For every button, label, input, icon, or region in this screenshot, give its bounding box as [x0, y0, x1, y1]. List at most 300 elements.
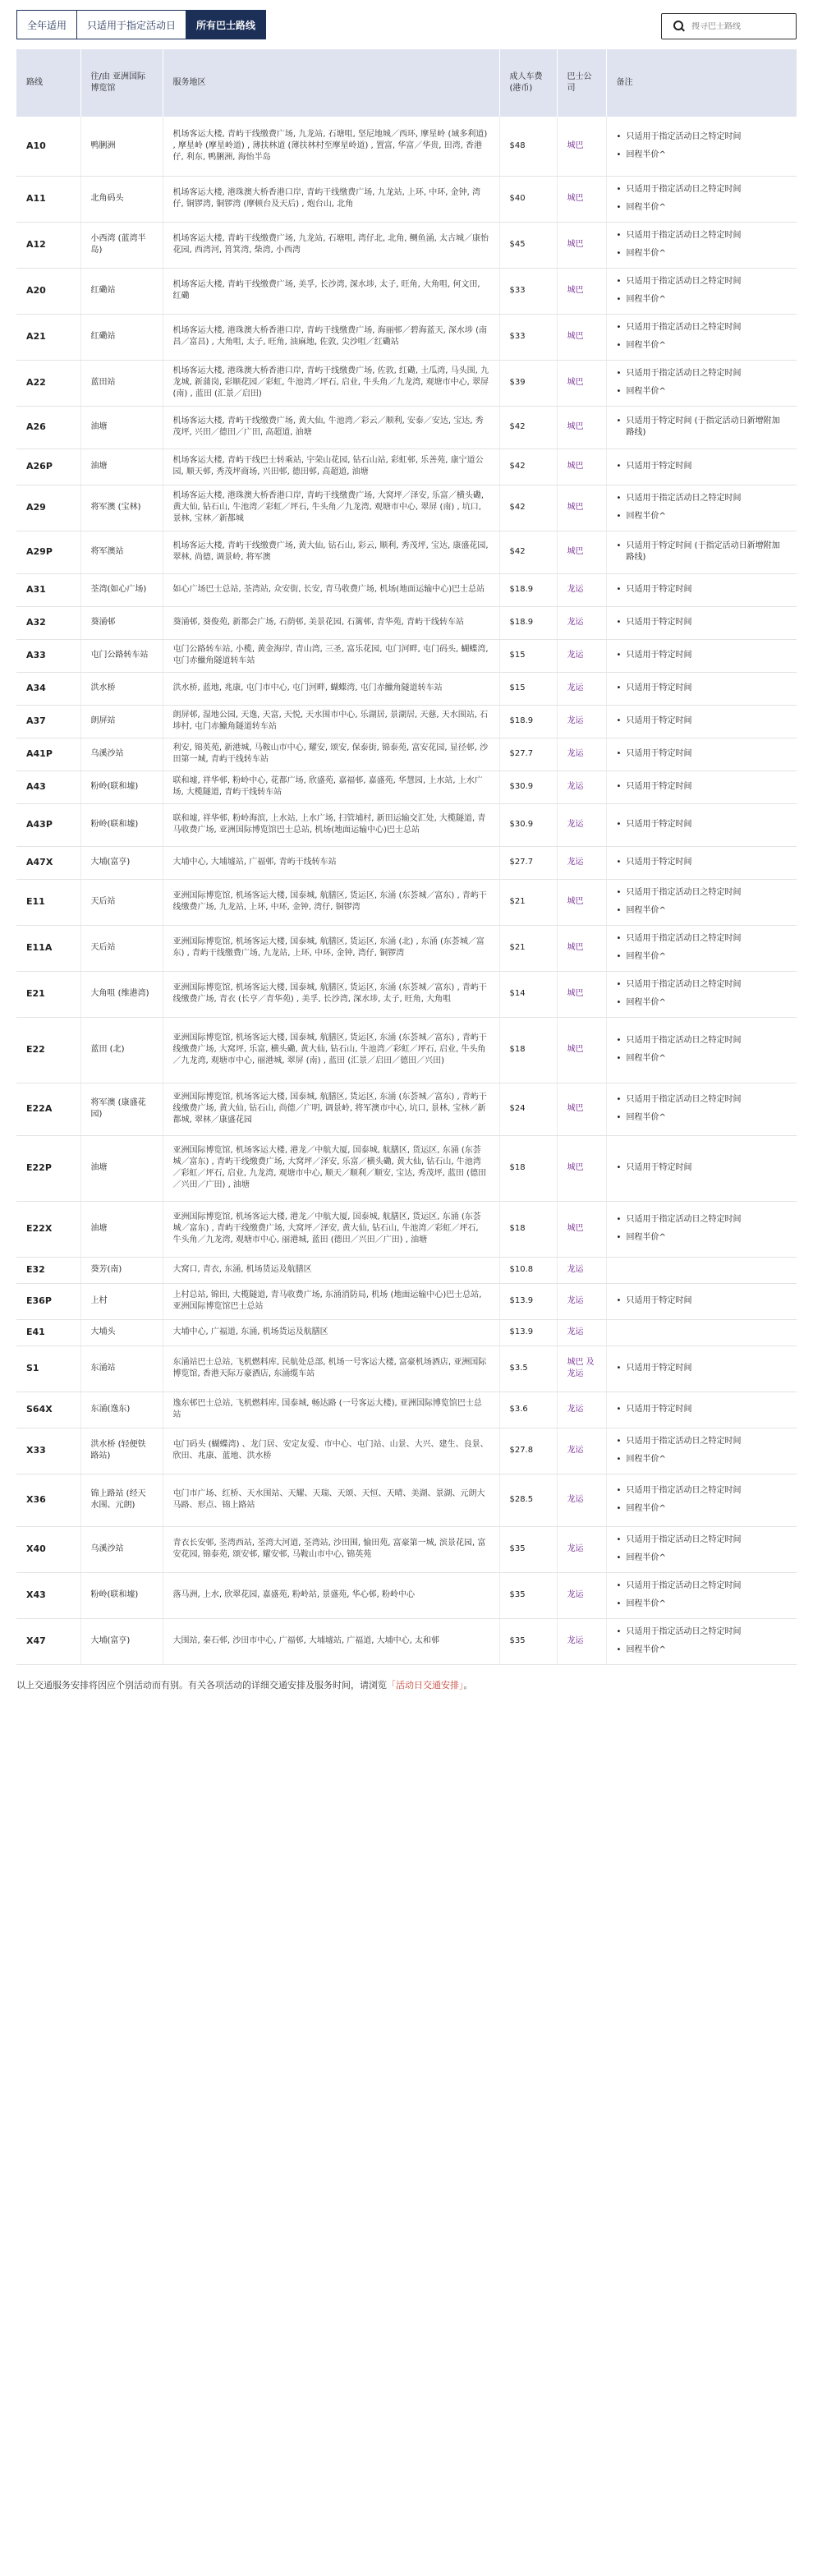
table-row: [16, 770, 797, 803]
remark-item: • 只适用于特定时间: [617, 781, 788, 793]
table-row: [16, 222, 797, 268]
operator: 城巴: [557, 406, 606, 448]
operator: 城巴: [557, 222, 606, 268]
remarks: [606, 1618, 797, 1664]
fare: $10.8: [499, 1257, 557, 1283]
table-row: [16, 1618, 797, 1664]
service-area: 屯门码头 (蝴蝶湾) 、龙门居、安定友爱、市中心、屯门站、山景、大兴、建生、良景、欣田、兆康、蓝地、洪水桥: [163, 1428, 499, 1474]
terminus: 大角咀 (维港湾): [80, 971, 163, 1017]
remarks-list: [617, 819, 788, 830]
remarks-list: [617, 933, 788, 963]
operator: 城巴: [557, 531, 606, 573]
remarks-list: [617, 715, 788, 727]
fare: $30.9: [499, 803, 557, 846]
top-bar: [0, 0, 813, 49]
terminus: 东涌(逸东): [80, 1392, 163, 1428]
remark-item: • 回程半价^: [617, 905, 788, 917]
table-row: [16, 639, 797, 672]
remarks: [606, 448, 797, 485]
operator: 城巴: [557, 971, 606, 1017]
operator: 龙运: [557, 573, 606, 606]
remark-item: • 只适用于特定时间: [617, 1363, 788, 1374]
operator: 龙运: [557, 639, 606, 672]
operator: 城巴: [557, 1201, 606, 1257]
remarks-list: [617, 1485, 788, 1515]
route-number: A31: [16, 573, 80, 606]
remark-item: • 只适用于特定时间: [617, 819, 788, 830]
fare: $13.9: [499, 1319, 557, 1346]
route-number: A43: [16, 770, 80, 803]
remark-item: • 只适用于指定活动日之特定时间: [617, 1626, 788, 1638]
routes-table: [16, 49, 797, 1665]
table-row: [16, 1017, 797, 1083]
remark-item: • 只适用于指定活动日之特定时间: [617, 1580, 788, 1592]
remarks: [606, 738, 797, 770]
remark-item: • 只适用于指定活动日之特定时间: [617, 887, 788, 899]
fare: $27.8: [499, 1428, 557, 1474]
remark-item: • 只适用于指定活动日之特定时间: [617, 1485, 788, 1497]
remarks-list: [617, 368, 788, 398]
remark-item: • 只适用于特定时间: [617, 715, 788, 727]
terminus: 朗屏站: [80, 705, 163, 738]
service-area: 机场客运大楼, 港珠澳大桥香港口岸, 青屿干线缴费广场, 海丽邨／碧海蓝天, 深水埗 (南昌／富昌) , 大角咀, 太子, 旺角, 油麻地, 佐敦, 尖沙咀／红磡站: [163, 314, 499, 360]
route-number: A20: [16, 268, 80, 314]
terminus: 将军澳 (宝林): [80, 485, 163, 531]
remarks: [606, 1526, 797, 1572]
remarks: [606, 1572, 797, 1618]
route-number: X33: [16, 1428, 80, 1474]
route-number: E41: [16, 1319, 80, 1346]
fare: $35: [499, 1572, 557, 1618]
remark-item: • 回程半价^: [617, 294, 788, 306]
terminus: 屯门公路转车站: [80, 639, 163, 672]
remark-item: • 回程半价^: [617, 1552, 788, 1564]
terminus: 蓝田站: [80, 360, 163, 406]
service-area: 机场客运大楼, 青屿干线缴费广场, 黄大仙, 牛池湾／彩云／顺利, 安泰／安达, 宝达, 秀茂坪, 兴田／德田／广田, 高超道, 油塘: [163, 406, 499, 448]
remark-item: • 回程半价^: [617, 150, 788, 161]
fare: $18: [499, 1135, 557, 1201]
remarks: [606, 803, 797, 846]
remarks: [606, 606, 797, 639]
terminus: 将军澳站: [80, 531, 163, 573]
remark-item: • 回程半价^: [617, 340, 788, 352]
remark-item: • 只适用于指定活动日之特定时间: [617, 276, 788, 288]
remark-item: • 回程半价^: [617, 1598, 788, 1610]
table-row: [16, 1257, 797, 1283]
remarks: [606, 770, 797, 803]
service-area: 大围站, 秦石邨, 沙田市中心, 广福邨, 大埔墟站, 广福道, 大埔中心, 太和邨: [163, 1618, 499, 1664]
service-area: 亚洲国际博览馆, 机场客运大楼, 国泰城, 航膳区, 货运区, 东涌 (东荟城／富东) , 青屿干线缴费广场, 黄大仙, 钻石山, 尚德／广明, 调景岭, 将军澳市中心, 坑口, 景林, 宝林／新都城, 翠林／康盛花园: [163, 1083, 499, 1135]
route-number: E11A: [16, 925, 80, 971]
operator: 龙运: [557, 1572, 606, 1618]
fare: $18.9: [499, 705, 557, 738]
remark-item: • 只适用于指定活动日之特定时间: [617, 1035, 788, 1046]
operator: 城巴: [557, 1017, 606, 1083]
route-number: E22A: [16, 1083, 80, 1135]
terminus: 乌溪沙站: [80, 1526, 163, 1572]
service-area: 亚洲国际博览馆, 机场客运大楼, 国泰城, 航膳区, 货运区, 东涌 (东荟城／富东) , 青屿干线缴费广场, 青衣 (长亨／青华苑) , 美孚, 长沙湾, 深水埗, 太子, 旺角, 大角咀: [163, 971, 499, 1017]
operator: 城巴: [557, 485, 606, 531]
operator: 龙运: [557, 803, 606, 846]
operator: 龙运: [557, 1428, 606, 1474]
remarks-list: [617, 322, 788, 352]
table-row: [16, 925, 797, 971]
terminus: 将军澳 (康盛花园): [80, 1083, 163, 1135]
remarks-list: [617, 781, 788, 793]
table-row: [16, 406, 797, 448]
remarks-list: [617, 184, 788, 214]
remark-item: • 只适用于特定时间: [617, 1404, 788, 1415]
service-area: 机场客运大楼, 青屿干线缴费广场, 美孚, 长沙湾, 深水埗, 太子, 旺角, 大角咀, 何文田, 红磡: [163, 268, 499, 314]
fare: $15: [499, 672, 557, 705]
terminus: 上村: [80, 1283, 163, 1319]
remark-item: • 只适用于特定时间: [617, 1295, 788, 1307]
operator: 龙运: [557, 606, 606, 639]
remark-item: • 只适用于指定活动日之特定时间: [617, 230, 788, 242]
terminus: 油塘: [80, 1135, 163, 1201]
terminus: 粉岭(联和墟): [80, 770, 163, 803]
operator: 城巴: [557, 448, 606, 485]
remarks-list: [617, 1626, 788, 1656]
remarks: [606, 1474, 797, 1526]
terminus: 粉岭(联和墟): [80, 1572, 163, 1618]
tab-all-routes[interactable]: 所有巴士路线: [186, 10, 266, 39]
service-area: 大埔中心, 大埔墟站, 广福邨, 青屿干线转车站: [163, 846, 499, 879]
remark-item: • 回程半价^: [617, 511, 788, 522]
fare: $28.5: [499, 1474, 557, 1526]
fare: $35: [499, 1526, 557, 1572]
remarks-list: [617, 461, 788, 472]
remarks-list: [617, 131, 788, 161]
remarks: [606, 1135, 797, 1201]
route-number: A10: [16, 117, 80, 176]
operator: 龙运: [557, 770, 606, 803]
remarks: [606, 1257, 797, 1283]
route-number: A12: [16, 222, 80, 268]
footnote-text: 以上交通服务安排将因应个别活动而有别。有关各项活动的详细交通安排及服务时间，请浏览: [16, 1679, 387, 1690]
remarks: [606, 1319, 797, 1346]
operator: 城巴: [557, 176, 606, 222]
remarks-list: [617, 1295, 788, 1307]
operator: 城巴: [557, 117, 606, 176]
table-row: [16, 573, 797, 606]
table-row: [16, 672, 797, 705]
terminus: 锦上路站 (经天水围、元朗): [80, 1474, 163, 1526]
remark-item: • 回程半价^: [617, 202, 788, 214]
remarks-list: [617, 1162, 788, 1174]
service-area: 东涌站巴士总站, 飞机燃料库, 民航处总部, 机场一号客运大楼, 富豪机场酒店, 亚洲国际博览馆, 香港天际万豪酒店, 东涌缆车站: [163, 1346, 499, 1392]
service-area: 屯门公路转车站, 小榄, 黄金海岸, 青山湾, 三圣, 富乐花园, 屯门河畔, 屯门码头, 蝴蝶湾, 屯门赤鱲角隧道转车站: [163, 639, 499, 672]
remark-item: • 只适用于指定活动日之特定时间: [617, 1094, 788, 1106]
route-number: E21: [16, 971, 80, 1017]
header-fare: 成人车费 (港币): [499, 49, 557, 117]
operator: 龙运: [557, 1283, 606, 1319]
terminus: 油塘: [80, 1201, 163, 1257]
remark-item: • 回程半价^: [617, 1232, 788, 1244]
header-service-area: 服务地区: [163, 49, 499, 117]
fare: $18: [499, 1017, 557, 1083]
table-row: [16, 1201, 797, 1257]
fare: $42: [499, 448, 557, 485]
route-number: A32: [16, 606, 80, 639]
remarks: [606, 314, 797, 360]
remarks: [606, 117, 797, 176]
remarks: [606, 573, 797, 606]
remarks: [606, 925, 797, 971]
route-number: X36: [16, 1474, 80, 1526]
service-area: 屯门市广场、红桥、天水围站、天耀、天瑞、天颂、天恒、天晴、美湖、景湖、元朗大马路、形点、锦上路站: [163, 1474, 499, 1526]
remark-item: • 只适用于特定时间: [617, 617, 788, 628]
fare: $30.9: [499, 770, 557, 803]
footnote-end: 。: [463, 1679, 473, 1690]
remarks-list: [617, 493, 788, 522]
route-number: A47X: [16, 846, 80, 879]
service-area: 亚洲国际博览馆, 机场客运大楼, 国泰城, 航膳区, 货运区, 东涌 (东荟城／富东) , 青屿干线缴费广场, 大窝坪, 乐富, 横头磡, 黄大仙, 钻石山, 牛池湾／彩虹／坪石, 启业, 牛头角／九龙湾, 观塘市中心, 丽港城, 翠屏 (南) , 蓝田 (汇景／启田／德田／兴田): [163, 1017, 499, 1083]
table-row: [16, 1283, 797, 1319]
search-input[interactable]: [691, 22, 790, 31]
table-row: [16, 1474, 797, 1526]
route-number: A26: [16, 406, 80, 448]
terminus: 红磡站: [80, 314, 163, 360]
remarks: [606, 222, 797, 268]
terminus: 大埔头: [80, 1319, 163, 1346]
remarks-list: [617, 1436, 788, 1465]
fare: $3.5: [499, 1346, 557, 1392]
table-row: [16, 1428, 797, 1474]
remarks-list: [617, 1580, 788, 1610]
table-row: [16, 1392, 797, 1428]
remark-item: • 只适用于特定时间: [617, 584, 788, 596]
terminus: 大埔(富亨): [80, 1618, 163, 1664]
remark-item: • 只适用于指定活动日之特定时间: [617, 184, 788, 196]
operator: 龙运: [557, 1319, 606, 1346]
service-area: 葵涌邨, 葵俊苑, 新都会广场, 石荫邨, 美景花园, 石篱邨, 青华苑, 青屿干线转车站: [163, 606, 499, 639]
remark-item: • 只适用于指定活动日之特定时间: [617, 493, 788, 504]
operator: 龙运: [557, 1474, 606, 1526]
service-area: 亚洲国际博览馆, 机场客运大楼, 港龙／中航大厦, 国泰城, 航膳区, 货运区, 东涌 (东荟城／富东) , 青屿干线缴费广场, 大窝坪／泽安, 乐富／横头磡, 黄大仙, 钻石山, 牛池湾／彩虹／坪石, 启业, 九龙湾, 观塘市中心, 顺天／顺利／顺安, 宝达, 秀茂坪, 蓝田 (德田／兴田／广田) , 油塘: [163, 1135, 499, 1201]
route-number: E36P: [16, 1283, 80, 1319]
remarks: [606, 531, 797, 573]
remark-item: • 只适用于特定时间: [617, 650, 788, 661]
route-number: A33: [16, 639, 80, 672]
operator: 龙运: [557, 1526, 606, 1572]
remark-item: • 只适用于特定时间 (于指定活动日新增附加路线): [617, 540, 788, 564]
operator: 城巴: [557, 879, 606, 925]
search-icon[interactable]: [673, 21, 685, 32]
remarks: [606, 879, 797, 925]
route-number: E11: [16, 879, 80, 925]
remark-item: • 只适用于指定活动日之特定时间: [617, 1436, 788, 1447]
remarks-list: [617, 650, 788, 661]
fare: $39: [499, 360, 557, 406]
fare: $33: [499, 314, 557, 360]
remark-item: • 只适用于指定活动日之特定时间: [617, 368, 788, 380]
tab-event-days[interactable]: 只适用于指定活动日: [76, 10, 186, 39]
service-area: 朗屏邨, 湿地公园, 天逸, 天富, 天悦, 天水围市中心, 乐湖居, 景湖居, 天慈, 天水围站, 石埗村, 屯门赤鱲角隧道转车站: [163, 705, 499, 738]
footnote: [16, 1678, 797, 1691]
remarks: [606, 176, 797, 222]
remarks-list: [617, 1214, 788, 1244]
service-area: 逸东邨巴士总站, 飞机燃料库, 国泰城, 畅达路 (一号客运大楼), 亚洲国际博览馆巴士总站: [163, 1392, 499, 1428]
table-row: [16, 846, 797, 879]
terminus: 荃湾(如心广场): [80, 573, 163, 606]
fare: $40: [499, 176, 557, 222]
service-area: 亚洲国际博览馆, 机场客运大楼, 国泰城, 航膳区, 货运区, 东涌 (东荟城／富东) , 青屿干线缴费广场, 九龙站, 上环, 中环, 金钟, 湾仔, 铜锣湾: [163, 879, 499, 925]
service-area: 落马洲, 上水, 欣翠花园, 嘉盛苑, 粉岭站, 景盛苑, 华心邨, 粉岭中心: [163, 1572, 499, 1618]
table-row: [16, 117, 797, 176]
terminus: 乌溪沙站: [80, 738, 163, 770]
fare: $21: [499, 879, 557, 925]
terminus: 蓝田 (北): [80, 1017, 163, 1083]
route-number: A34: [16, 672, 80, 705]
remarks: [606, 846, 797, 879]
search-box[interactable]: [661, 13, 797, 39]
remarks: [606, 1083, 797, 1135]
fare: $33: [499, 268, 557, 314]
remark-item: • 回程半价^: [617, 1454, 788, 1465]
remarks-list: [617, 540, 788, 564]
route-number: X47: [16, 1618, 80, 1664]
remark-item: • 只适用于指定活动日之特定时间: [617, 322, 788, 334]
table-row: [16, 971, 797, 1017]
remark-item: • 回程半价^: [617, 248, 788, 260]
service-area: 机场客运大楼, 港珠澳大桥香港口岸, 青屿干线缴费广场, 佐敦, 红磡, 土瓜湾, 马头围, 九龙城, 新蒲岗, 彩顺花园／彩虹, 牛池湾／坪石, 启业, 牛头角／九龙湾, 观塘市中心, 翠屏 (南) , 蓝田 (汇景／启田): [163, 360, 499, 406]
remarks-list: [617, 276, 788, 306]
service-area: 联和墟, 祥华邨, 粉岭中心, 花都广场, 欣盛苑, 嘉福邨, 嘉盛苑, 华慧园, 上水站, 上水广场, 大榄隧道, 青屿干线转车站: [163, 770, 499, 803]
remark-item: • 只适用于特定时间: [617, 683, 788, 694]
header-terminus: 往/由 亚洲国际博览馆: [80, 49, 163, 117]
fare: $42: [499, 406, 557, 448]
remarks-list: [617, 748, 788, 760]
terminus: 红磡站: [80, 268, 163, 314]
fare: $15: [499, 639, 557, 672]
operator: 龙运: [557, 846, 606, 879]
route-number: A29P: [16, 531, 80, 573]
remarks: [606, 360, 797, 406]
remark-item: • 回程半价^: [617, 951, 788, 963]
service-area: 利安, 锦英苑, 新港城, 马鞍山市中心, 耀安, 颂安, 保泰街, 锦泰苑, 富安花园, 显径邨, 沙田第一城, 青屿干线转车站: [163, 738, 499, 770]
operator: 龙运: [557, 1257, 606, 1283]
remark-item: • 回程半价^: [617, 1112, 788, 1124]
remarks: [606, 268, 797, 314]
service-area: 大埔中心, 广福道, 东涌, 机场货运及航膳区: [163, 1319, 499, 1346]
remarks-list: [617, 230, 788, 260]
operator: 城巴: [557, 925, 606, 971]
terminus: 天后站: [80, 879, 163, 925]
service-area: 洪水桥, 蓝地, 兆康, 屯门市中心, 屯门河畔, 蝴蝶湾, 屯门赤鱲角隧道转车站: [163, 672, 499, 705]
routes-table-wrapper: [16, 49, 797, 1665]
remarks: [606, 1201, 797, 1257]
route-number: A26P: [16, 448, 80, 485]
table-row: [16, 531, 797, 573]
fare: $27.7: [499, 846, 557, 879]
remark-item: • 回程半价^: [617, 997, 788, 1009]
operator: 城巴: [557, 360, 606, 406]
route-number: X40: [16, 1526, 80, 1572]
table-row: [16, 314, 797, 360]
remark-item: • 只适用于特定时间: [617, 748, 788, 760]
fare: $24: [499, 1083, 557, 1135]
terminus: 东涌站: [80, 1346, 163, 1392]
remark-item: • 回程半价^: [617, 1644, 788, 1656]
service-area: 机场客运大楼, 青屿干线缴费广场, 黄大仙, 钻石山, 彩云, 顺利, 秀茂坪, 宝达, 康盛花园, 翠林, 尚德, 调景岭, 将军澳: [163, 531, 499, 573]
table-row: [16, 1083, 797, 1135]
terminus: 北角码头: [80, 176, 163, 222]
fare: $42: [499, 485, 557, 531]
service-area: 联和墟, 祥华邨, 粉岭海滨, 上水站, 上水广场, 扫管埔村, 新田运输交汇处, 大榄隧道, 青马收费广场, 亚洲国际博览馆巴士总站, 机场(地面运输中心)巴士总站: [163, 803, 499, 846]
terminus: 洪水桥: [80, 672, 163, 705]
route-number: E22P: [16, 1135, 80, 1201]
remarks-list: [617, 1363, 788, 1374]
route-number: A43P: [16, 803, 80, 846]
remark-item: • 回程半价^: [617, 1053, 788, 1065]
table-row: [16, 1319, 797, 1346]
service-area: 如心广场巴士总站, 荃湾站, 众安街, 长安, 青马收费广场, 机场(地面运输中心)巴士总站: [163, 573, 499, 606]
table-row: [16, 1526, 797, 1572]
fare: $42: [499, 531, 557, 573]
route-number: S64X: [16, 1392, 80, 1428]
service-area: 大窝口, 青衣, 东涌, 机场货运及航膳区: [163, 1257, 499, 1283]
remarks: [606, 971, 797, 1017]
route-number: E22: [16, 1017, 80, 1083]
service-area: 亚洲国际博览馆, 机场客运大楼, 国泰城, 航膳区, 货运区, 东涌 (北) , 东涌 (东荟城／富东) , 青屿干线缴费广场, 九龙站, 上环, 中环, 金钟, 湾仔, 铜锣湾: [163, 925, 499, 971]
route-number: A29: [16, 485, 80, 531]
remarks: [606, 1428, 797, 1474]
fare: $27.7: [499, 738, 557, 770]
table-row: [16, 1346, 797, 1392]
service-area: 机场客运大楼, 港珠澳大桥香港口岸, 青屿干线缴费广场, 九龙站, 上环, 中环, 金钟, 湾仔, 铜锣湾, 铜锣湾 (摩顿台及天后) , 炮台山, 北角: [163, 176, 499, 222]
operator: 城巴: [557, 268, 606, 314]
operator: 城巴: [557, 1135, 606, 1201]
table-row: [16, 705, 797, 738]
fare: $18.9: [499, 606, 557, 639]
terminus: 鸭脷洲: [80, 117, 163, 176]
table-row: [16, 176, 797, 222]
operator: 龙运: [557, 738, 606, 770]
remarks-list: [617, 1094, 788, 1124]
remarks: [606, 672, 797, 705]
tab-all-year[interactable]: 全年适用: [16, 10, 77, 39]
terminus: 葵芳(南): [80, 1257, 163, 1283]
service-area: 机场客运大楼, 青屿干线缴费广场, 九龙站, 石塘咀, 坚尼地城／西环, 摩星岭 (域多利道) , 摩星岭 (摩星岭道) , 薄扶林道 (薄扶林村至摩星岭道) , 置富, 华富／华贵, 田湾, 香港仔, 利东, 鸭脷洲, 海怡半岛: [163, 117, 499, 176]
remarks: [606, 485, 797, 531]
remarks: [606, 1392, 797, 1428]
header-route: 路线: [16, 49, 80, 117]
route-number: A37: [16, 705, 80, 738]
operator: 龙运: [557, 1618, 606, 1664]
remarks-list: [617, 683, 788, 694]
remarks-list: [617, 1534, 788, 1564]
operator: 龙运: [557, 1392, 606, 1428]
route-number: A41P: [16, 738, 80, 770]
service-area: 亚洲国际博览馆, 机场客运大楼, 港龙／中航大厦, 国泰城, 航膳区, 货运区, 东涌 (东荟城／富东) , 青屿干线缴费广场, 大窝坪／泽安, 黄大仙, 钻石山, 牛池湾／彩虹／坪石, 牛头角／九龙湾, 观塘市中心, 丽港城, 蓝田 (德田／兴田／广田) , 油塘: [163, 1201, 499, 1257]
operator: 城巴: [557, 1083, 606, 1135]
service-area: 机场客运大楼, 青屿干线缴费广场, 九龙站, 石塘咀, 湾仔北, 北角, 鲗鱼涌, 太古城／康怡花园, 西湾河, 筲箕湾, 柴湾, 小西湾: [163, 222, 499, 268]
event-day-transport-link[interactable]: 「活动日交通安排」: [387, 1679, 464, 1690]
route-number: E32: [16, 1257, 80, 1283]
table-row: [16, 879, 797, 925]
table-row: [16, 448, 797, 485]
service-area: 机场客运大楼, 港珠澳大桥香港口岸, 青屿干线缴费广场, 大窝坪／泽安, 乐富／横头磡, 黄大仙, 钻石山, 牛池湾／彩虹／坪石, 牛头角／九龙湾, 观塘市中心, 翠屏 (南) , 坑口, 景林, 宝林／新都城: [163, 485, 499, 531]
fare: $3.6: [499, 1392, 557, 1428]
terminus: 大埔(富亨): [80, 846, 163, 879]
terminus: 油塘: [80, 406, 163, 448]
operator: 龙运: [557, 672, 606, 705]
service-area: 青衣长安邨, 荃湾西站, 荃湾大河道, 荃湾站, 沙田围, 愉田苑, 富豪第一城, 滨景花园, 富安花园, 锦泰苑, 颂安邨, 耀安邨, 马鞍山市中心, 锦英苑: [163, 1526, 499, 1572]
header-remarks: 备注: [606, 49, 797, 117]
table-body: [16, 117, 797, 1664]
table-header-row: [16, 49, 797, 117]
